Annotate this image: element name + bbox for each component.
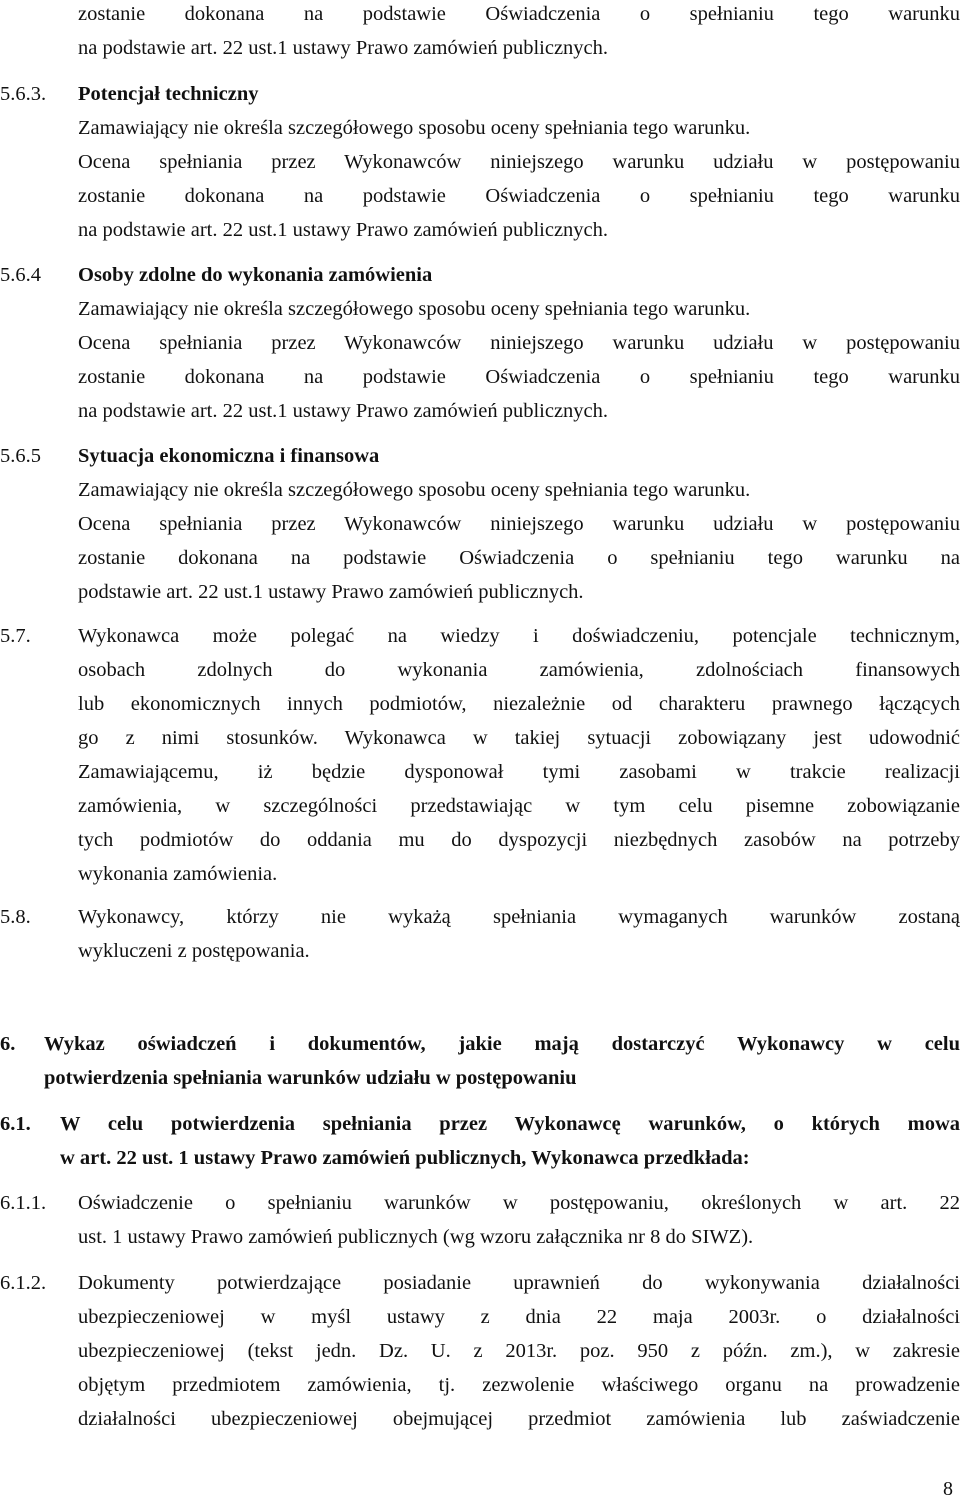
- section-heading: Osoby zdolne do wykonania zamówienia: [78, 264, 433, 286]
- text-line: Ocena spełniania przez Wykonawców niniejszego warunku udziału w postępowaniu: [78, 332, 960, 354]
- text-line: zostanie dokonana na podstawie Oświadczenia o spełnianiu tego warunku: [78, 366, 960, 388]
- text-line: Wykaz oświadczeń i dokumentów, jakie mają dostarczyć Wykonawcy w celu: [44, 1033, 960, 1055]
- text-line: zostanie dokonana na podstawie Oświadczenia o spełnianiu tego warunku na: [78, 547, 960, 569]
- text-line: lub ekonomicznych innych podmiotów, niezależnie od charakteru prawnego łączących: [78, 693, 960, 715]
- text-line: osobach zdolnych do wykonania zamówienia, zdolnościach finansowych: [78, 659, 960, 681]
- section-paragraph: [78, 900, 960, 968]
- section-paragraph: [78, 1266, 960, 1436]
- section-paragraph: [78, 111, 960, 247]
- text-line: tych podmiotów do oddania mu do dyspozycji niezbędnych zasobów na potrzeby: [78, 829, 960, 851]
- section-heading: Potencjał techniczny: [78, 83, 259, 105]
- section-paragraph: [78, 619, 960, 891]
- text-line: Zamawiającemu, iż będzie dysponował tymi zasobami w trakcie realizacji: [78, 761, 960, 783]
- text-line: zostanie dokonana na podstawie Oświadczenia o spełnianiu tego warunku: [78, 185, 960, 207]
- text-line: Zamawiający nie określa szczegółowego sposobu oceny spełniania tego warunku.: [78, 117, 751, 139]
- text-line: objętym przedmiotem zamówienia, tj. zezwolenie właściwego organu na prowadzenie: [78, 1374, 960, 1396]
- text-line: Wykonawcy, którzy nie wykażą spełniania wymaganych warunków zostaną: [78, 906, 960, 928]
- top-paragraph: [78, 0, 960, 65]
- text-line: Wykonawca może polegać na wiedzy i doświadczeniu, potencjale technicznym,: [78, 625, 960, 647]
- section-number: 5.6.3.: [0, 83, 47, 105]
- section-number: 5.8.: [0, 906, 31, 928]
- text-line: Ocena spełniania przez Wykonawców niniejszego warunku udziału w postępowaniu: [78, 151, 960, 173]
- text-line: Ocena spełniania przez Wykonawców niniejszego warunku udziału w postępowaniu: [78, 513, 960, 535]
- text-line: na podstawie art. 22 ust.1 ustawy Prawo zamówień publicznych.: [78, 400, 609, 422]
- text-line: zamówienia, w szczególności przedstawiając w tym celu pisemne zobowiązanie: [78, 795, 960, 817]
- section-number: 6.: [0, 1033, 16, 1055]
- text-line: wykluczeni z postępowania.: [78, 940, 310, 962]
- text-line: w art. 22 ust. 1 ustawy Prawo zamówień publicznych, Wykonawca przedkłada:: [60, 1147, 750, 1169]
- text-line: Zamawiający nie określa szczegółowego sposobu oceny spełniania tego warunku.: [78, 479, 751, 501]
- text-line: ust. 1 ustawy Prawo zamówień publicznych (wg wzoru załącznika nr 8 do SIWZ).: [78, 1226, 754, 1248]
- text-line: Zamawiający nie określa szczegółowego sposobu oceny spełniania tego warunku.: [78, 298, 751, 320]
- text-line: na podstawie art. 22 ust.1 ustawy Prawo zamówień publicznych.: [78, 37, 609, 59]
- chapter-heading: [44, 1027, 960, 1095]
- section-number: 6.1.: [0, 1113, 31, 1135]
- section-paragraph: [78, 473, 960, 609]
- text-line: podstawie art. 22 ust.1 ustawy Prawo zamówień publicznych.: [78, 581, 584, 603]
- section-number: 5.6.4: [0, 264, 41, 286]
- text-line: W celu potwierdzenia spełniania przez Wykonawcę warunków, o których mowa: [60, 1113, 960, 1135]
- section-heading: [60, 1107, 960, 1175]
- text-line: Oświadczenie o spełnianiu warunków w postępowaniu, określonych w art. 22: [78, 1192, 960, 1214]
- text-line: Dokumenty potwierdzające posiadanie uprawnień do wykonywania działalności: [78, 1272, 960, 1294]
- text-line: potwierdzenia spełniania warunków udziału w postępowaniu: [44, 1067, 577, 1089]
- section-number: 5.6.5: [0, 445, 41, 467]
- text-line: ubezpieczeniowej (tekst jedn. Dz. U. z 2013r. poz. 950 z późn. zm.), w zakresie: [78, 1340, 960, 1362]
- page-number: 8: [943, 1478, 953, 1500]
- text-line: zostanie dokonana na podstawie Oświadczenia o spełnianiu tego warunku: [78, 3, 960, 25]
- text-line: wykonania zamówienia.: [78, 863, 278, 885]
- section-number: 5.7.: [0, 625, 31, 647]
- text-line: działalności ubezpieczeniowej obejmującej przedmiot zamówienia lub zaświadczenie: [78, 1408, 960, 1430]
- section-heading: Sytuacja ekonomiczna i finansowa: [78, 445, 380, 467]
- section-paragraph: [78, 292, 960, 428]
- section-paragraph: [78, 1186, 960, 1254]
- section-number: 6.1.1.: [0, 1192, 47, 1214]
- section-number: 6.1.2.: [0, 1272, 47, 1294]
- text-line: go z nimi stosunków. Wykonawca w takiej sytuacji zobowiązany jest udowodnić: [78, 727, 960, 749]
- text-line: ubezpieczeniowej w myśl ustawy z dnia 22 maja 2003r. o działalności: [78, 1306, 960, 1328]
- text-line: na podstawie art. 22 ust.1 ustawy Prawo zamówień publicznych.: [78, 219, 609, 241]
